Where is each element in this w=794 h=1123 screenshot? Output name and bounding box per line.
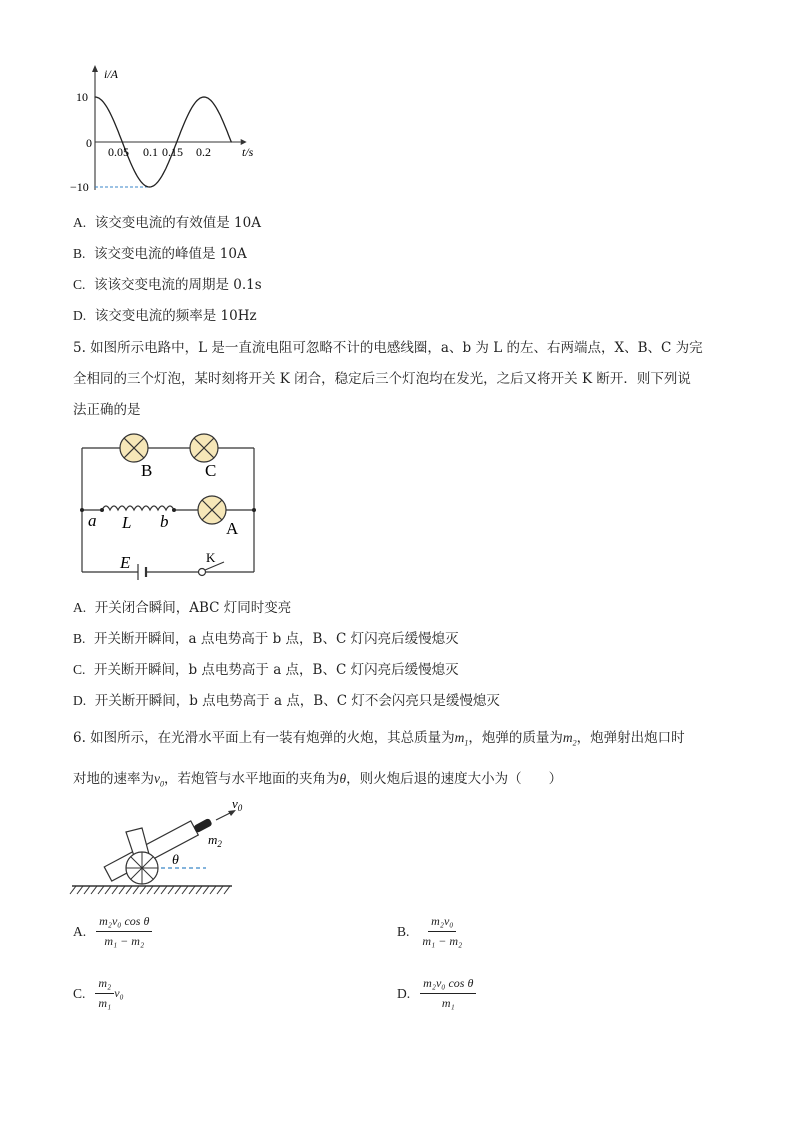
label-theta: θ: [172, 853, 179, 868]
label-node-b: b: [160, 512, 169, 531]
label-m2: $m_2$: [208, 832, 222, 849]
q5-option-b[interactable]: B. 开关断开瞬间，a 点电势高于 b 点，B、C 灯闪亮后缓慢熄灭: [73, 631, 459, 647]
lamp-c-icon: [190, 434, 218, 462]
circuit-diagram: [70, 428, 270, 580]
q6-stem-line-2: 对地的速率为$v_0$，若炮管与水平地面的夹角为θ，则火炮后退的速度大小为（ ）: [73, 771, 563, 789]
label-lamp-c: C: [205, 461, 217, 480]
q6-option-c[interactable]: C. $\frac{\text{m₂}}{\text{m₁}}$ v₀: [73, 976, 124, 1010]
y-tick-0: 0: [86, 136, 92, 150]
y-tick-neg10: −10: [70, 180, 89, 194]
data-point: [135, 173, 136, 174]
x-tick-015: 0.15: [162, 145, 183, 159]
q4-option-a[interactable]: A. 该交变电流的有效值是 10A: [73, 215, 261, 231]
data-point: [122, 141, 123, 142]
q6-option-b[interactable]: B. $\frac{\text{m₂v₀}}{\text{m₁ − m₂}}$: [397, 914, 463, 948]
label-inductor: L: [122, 513, 132, 532]
label-node-a: a: [88, 511, 97, 530]
x-axis-label: t/s: [242, 145, 254, 159]
data-point: [149, 186, 150, 187]
y-tick-10: 10: [76, 90, 88, 104]
q5-stem-line-3: 法正确的是: [73, 402, 141, 418]
q5-stem-line-2: 全相同的三个灯泡，某时刻将开关 K 闭合，稳定后三个灯泡均在发光，之后又将开关 K 断开．则下列说: [73, 371, 691, 387]
label-v0: $v_0$: [232, 796, 243, 813]
lamp-a-icon: [198, 496, 226, 524]
q6-option-a[interactable]: A. $\frac{\text{m₂v₀ cos θ}}{\text{m₁ − m₂}}$: [73, 914, 152, 949]
data-point: [176, 141, 177, 142]
current-time-graph: [70, 62, 280, 197]
y-axis-arrow: [92, 65, 98, 72]
x-tick-005: 0.05: [108, 145, 129, 159]
x-tick-02: 0.2: [196, 145, 211, 159]
q5-option-a[interactable]: A. 开关闭合瞬间，ABC 灯同时变亮: [73, 600, 292, 616]
y-axis-label: i/A: [104, 67, 118, 81]
cannon-diagram: [70, 796, 243, 900]
label-battery: E: [120, 553, 131, 572]
q4-option-c[interactable]: C. 该该交变电流的周期是 0.1s: [73, 277, 262, 293]
x-tick-01: 0.1: [143, 145, 158, 159]
q5-option-d[interactable]: D. 开关断开瞬间，b 点电势高于 a 点，B、C 灯不会闪亮只是缓慢熄灭: [73, 693, 500, 709]
data-point: [163, 173, 164, 174]
label-lamp-a: A: [226, 519, 239, 538]
lamp-b-icon: [120, 434, 148, 462]
q5-option-c[interactable]: C. 开关断开瞬间，b 点电势高于 a 点，B、C 灯闪亮后缓慢熄灭: [73, 662, 459, 678]
q5-stem-line-1: 5. 如图所示电路中，L 是一直流电阻可忽略不计的电感线圈，a、b 为 L 的左、右两端点，X、B、C 为完: [73, 340, 703, 356]
data-point: [203, 96, 204, 97]
q4-option-d[interactable]: D. 该交变电流的频率是 10Hz: [73, 308, 257, 324]
data-point: [108, 110, 109, 111]
data-point: [217, 110, 218, 111]
label-lamp-b: B: [141, 461, 153, 480]
q6-option-d[interactable]: D. $\frac{\text{m₂v₀ cos θ}}{\text{m₁}}$: [397, 976, 476, 1011]
q6-stem-line-1: 6. 如图所示，在光滑水平面上有一装有炮弹的火炮，其总质量为$m_1$，炮弹的质量为$m_2$，炮弹射出炮口时: [73, 730, 685, 748]
data-point: [190, 110, 191, 111]
data-point: [231, 141, 232, 142]
data-point: [94, 96, 95, 97]
label-switch: K: [206, 550, 216, 565]
q4-option-b[interactable]: B. 该交变电流的峰值是 10A: [73, 246, 247, 262]
